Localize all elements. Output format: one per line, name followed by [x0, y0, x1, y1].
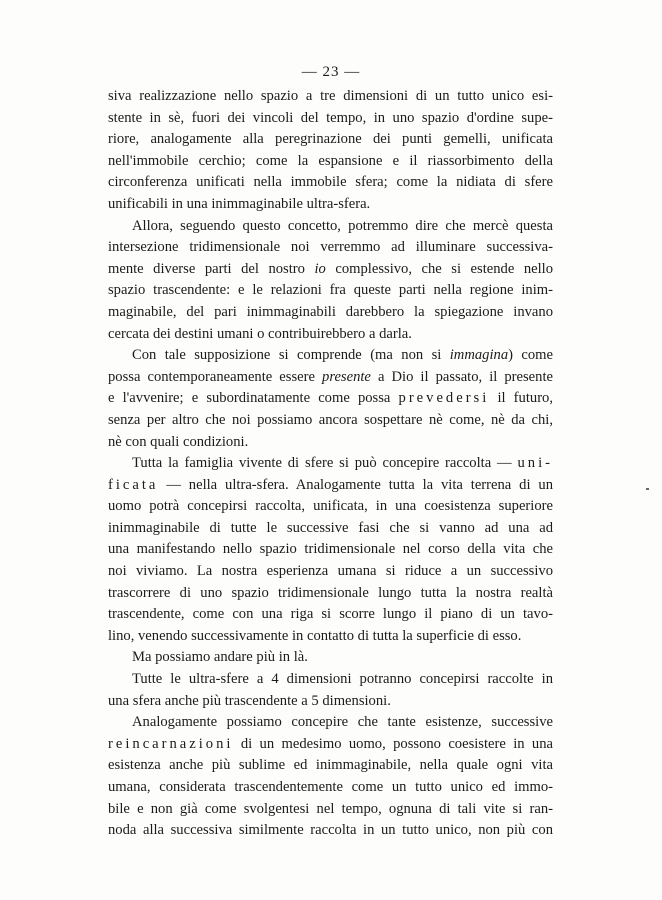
text-line: circonferenza unificati nella immobile sfera; come la nidiata di sfere	[108, 174, 553, 191]
text-line: spazio trascendente: e le relazioni fra queste parti nella regione inim-	[108, 282, 553, 299]
text-fragment: Con tale supposizione si comprende (ma non si	[132, 347, 442, 364]
text-line: bile e non già come svolgentesi nel tempo, ognuna di tali vite si ran-	[108, 800, 553, 817]
text-line: stente in sè, fuori dei vincoli del tempo, in uno spazio d'ordine supe-	[108, 109, 553, 126]
paragraph-3	[108, 345, 553, 453]
text-line: unificabili in una inimmaginabile ultra-sfera.	[108, 195, 371, 212]
text-line: siva realizzazione nello spazio a tre dimensioni di un tutto unico esi-	[108, 88, 553, 104]
text-line: uomo potrà concepirsi raccolta, unificata, in una coesistenza superiore	[108, 498, 553, 515]
body-text	[108, 86, 553, 842]
text-fragment: a Dio il passato, il presente	[377, 368, 553, 385]
text-line: Allora, seguendo questo concetto, potremmo dire che mercè questa	[132, 217, 553, 234]
paragraph-5	[108, 647, 553, 669]
text-line: inimmaginabile di tutte le successive fasi che si vanno ad una ad	[108, 519, 553, 536]
text-line: lino, venendo successivamente in contatto di tutta la superficie di esso.	[108, 627, 522, 644]
italic-word: immagina	[449, 347, 509, 364]
text-line: trascendente, come con una riga si scorre lungo il piano di un tavo-	[108, 606, 553, 623]
page-number: — 23 —	[301, 64, 361, 80]
text-line	[108, 734, 553, 756]
text-line: maginabile, del pari inimmaginabili darebbero la spiegazione invano	[108, 303, 553, 320]
text-line: senza per altro che noi possiamo ancora sospettare nè come, nè da chi,	[108, 411, 553, 428]
text-line: una manifestando nello spazio tridimensionale nel corso della vita che	[108, 541, 553, 558]
text-fragment: complessivo, che si estende nello	[335, 260, 553, 277]
text-line	[108, 345, 553, 367]
italic-word: io	[314, 260, 326, 277]
text-line: una sfera anche più trascendente a 5 dimensioni.	[108, 692, 391, 709]
text-line: noi viviamo. La nostra esperienza umana si riduce a un successivo	[108, 563, 553, 580]
paragraph-7	[108, 712, 553, 842]
paragraph-1	[108, 86, 553, 216]
text-fragment: ) come	[508, 347, 553, 364]
paragraph-4	[108, 453, 553, 647]
paragraph-6	[108, 669, 553, 712]
text-line	[108, 453, 553, 475]
text-line: nell'immobile cerchio; come la espansione e il riassorbimento della	[108, 152, 553, 169]
text-line: noda alla successiva similmente raccolta in un tutto unico, non più con	[108, 822, 553, 839]
text-line	[108, 259, 553, 281]
text-line: esistenza anche più sublime ed inimmaginabile, nella quale ogni vita	[108, 757, 553, 774]
text-fragment: e l'avvenire; e subordinatamente come possa	[108, 390, 391, 407]
text-line	[108, 475, 553, 497]
italic-word: presente	[322, 368, 371, 385]
spaced-word: ficata	[108, 476, 159, 493]
text-fragment: possa contemporaneamente essere	[108, 368, 315, 385]
text-line: intersezione tridimensionale noi verremmo ad illuminare successiva-	[108, 239, 553, 256]
text-line	[108, 388, 553, 410]
text-fragment: mente diverse parti del nostro	[108, 260, 305, 277]
text-line	[108, 367, 553, 389]
text-line: trascorrere di uno spazio tridimensionale lungo tutta la nostra realtà	[108, 584, 553, 601]
text-line: Analogamente possiamo concepire che tante esistenze, successive	[132, 714, 553, 731]
text-line: nè con quali condizioni.	[108, 433, 249, 450]
paragraph-2	[108, 216, 553, 346]
text-line: umana, considerata trascendentemente come un tutto unico ed immo-	[108, 779, 553, 795]
text-line: Ma possiamo andare più in là.	[132, 649, 308, 666]
text-fragment: di un medesimo uomo, possono coesistere in una	[240, 735, 553, 752]
text-fragment: il futuro,	[497, 390, 553, 407]
text-fragment: Tutta la famiglia vivente di sfere si può concepire raccolta —	[132, 455, 512, 472]
spaced-word: uni-	[517, 455, 553, 472]
text-line: Tutte le ultra-sfere a 4 dimensioni potranno concepirsi raccolte in	[132, 671, 553, 688]
text-line: riore, analogamente alla peregrinazione dei punti gemelli, unificata	[108, 131, 553, 148]
text-line: cercata dei destini umani o contribuirebbero a darla.	[108, 325, 412, 342]
spaced-word: prevedersi	[398, 390, 490, 407]
scan-mark	[646, 488, 649, 490]
text-fragment: — nella ultra-sfera. Analogamente tutta la vita terrena di un	[166, 476, 553, 493]
spaced-word: reincarnazioni	[108, 735, 234, 752]
